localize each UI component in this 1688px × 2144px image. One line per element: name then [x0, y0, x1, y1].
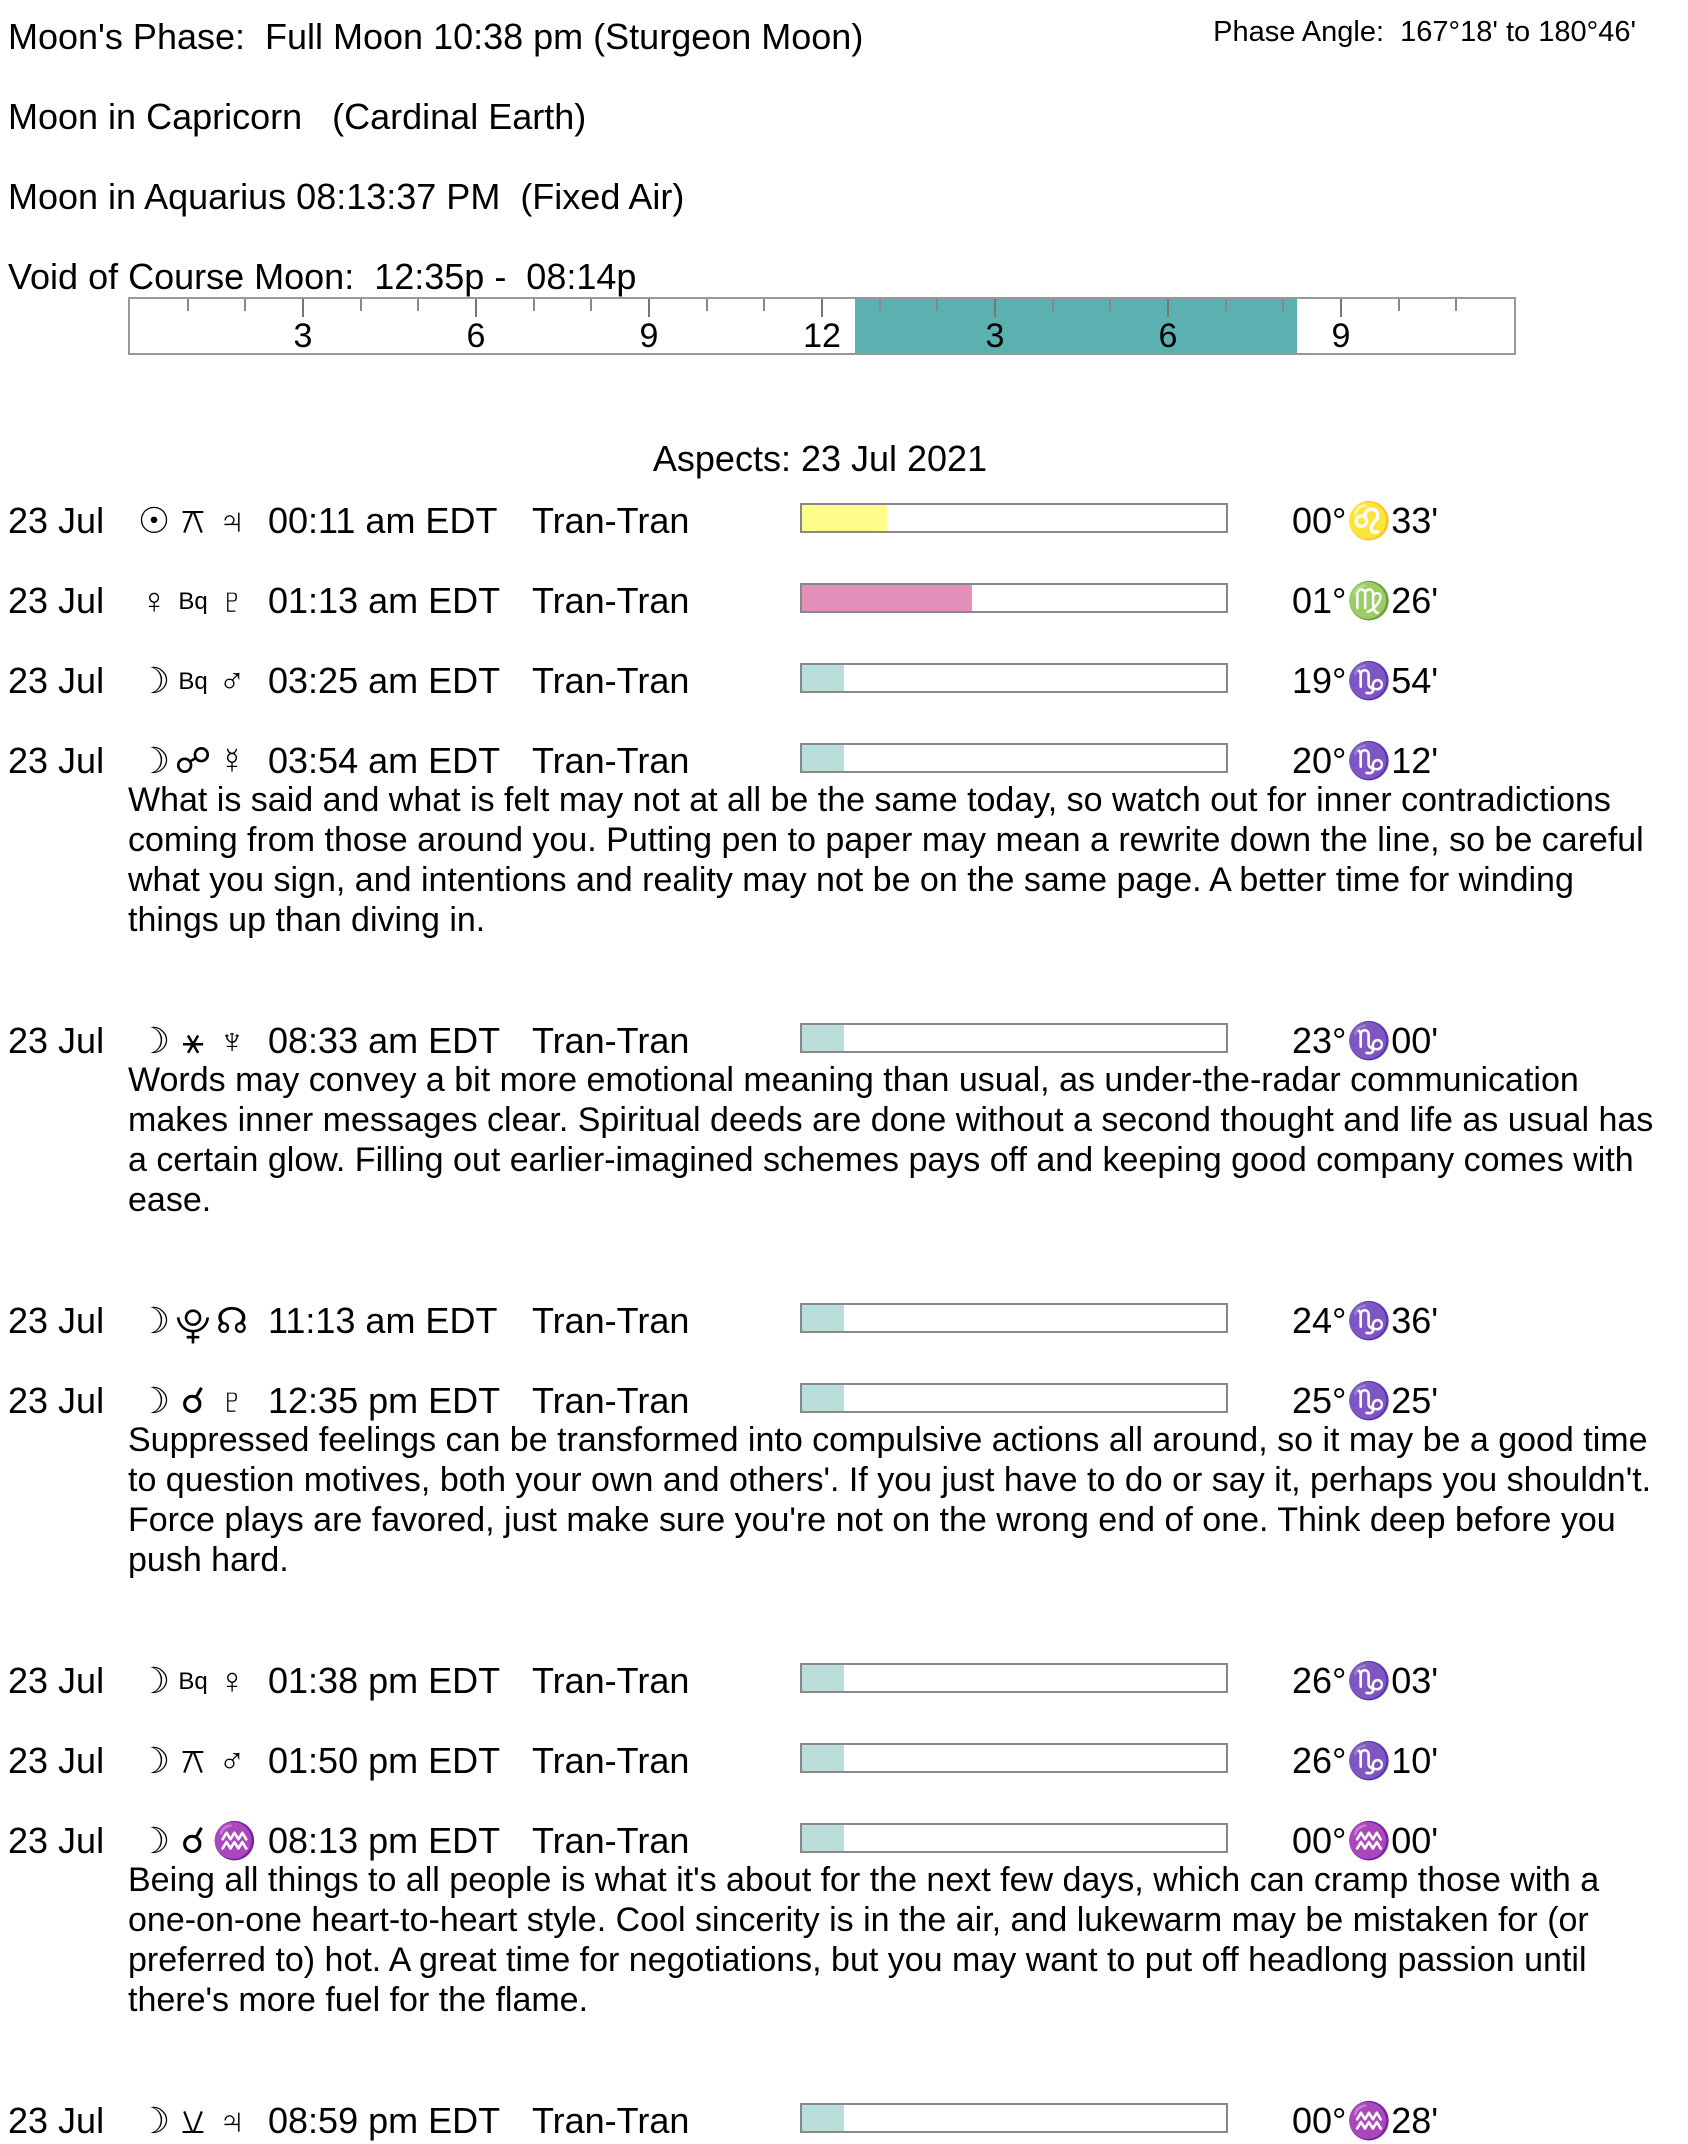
aspect-time: 00:11 am EDT [268, 500, 498, 541]
aspect-time: 11:13 am EDT [268, 1300, 498, 1341]
planet-2-glyph-icon: ♃ [218, 2100, 246, 2141]
aspect-glyph-icon: Bq [178, 668, 208, 695]
timeline-tick [1167, 299, 1169, 317]
aspect-strength-fill [802, 665, 844, 691]
planet-1-glyph-icon: ☽ [137, 740, 171, 781]
aspect-position: 26°♑10' [1292, 1740, 1439, 1781]
timeline-hour-label: 12 [803, 317, 841, 355]
aspect-date: 23 Jul [8, 1820, 105, 1861]
timeline-tick [590, 299, 592, 311]
aspect-glyph-icon: ⚹ [182, 1020, 204, 1061]
aspect-strength-fill [802, 505, 887, 531]
timeline-hour-label: 3 [985, 317, 1005, 355]
aspect-time: 08:59 pm EDT [268, 2100, 501, 2141]
aspect-glyph-icon: ⚺ [181, 2100, 205, 2141]
moon-phase: Moon's Phase: Full Moon 10:38 pm (Sturgeon Moon) [8, 16, 864, 57]
planet-1-glyph-icon: ☽ [137, 2100, 171, 2141]
timeline-tick [244, 299, 246, 311]
aspect-glyph-icon: ☌ [180, 1380, 206, 1421]
aspect-row [0, 660, 1688, 704]
timeline-hour-label: 3 [293, 317, 313, 355]
timeline-tick [936, 299, 938, 311]
aspect-type: Tran-Tran [532, 2100, 690, 2141]
aspect-strength-fill [802, 1825, 844, 1851]
planet-2-glyph-icon: ♆ [218, 1020, 246, 1061]
aspect-type: Tran-Tran [532, 500, 690, 541]
aspect-strength-bar [800, 1663, 1228, 1693]
aspect-glyph-icon: Bq [178, 588, 208, 615]
timeline-tick [994, 299, 996, 317]
aspect-date: 23 Jul [8, 1020, 105, 1061]
aspect-time: 12:35 pm EDT [268, 1380, 501, 1421]
aspect-glyph-icon: ⚻ [181, 500, 205, 541]
aspect-row [0, 1740, 1688, 1784]
aspect-strength-fill [802, 1385, 844, 1411]
aspect-strength-fill [802, 585, 972, 611]
planet-1-glyph-icon: ☉ [137, 500, 171, 541]
timeline-tick [1052, 299, 1054, 311]
aspect-strength-bar [800, 583, 1228, 613]
aspect-position: 20°♑12' [1292, 740, 1439, 781]
aspect-strength-bar [800, 1303, 1228, 1333]
aspect-time: 01:50 pm EDT [268, 1740, 501, 1781]
planet-1-glyph-icon: ♀ [140, 580, 168, 621]
timeline-tick [1340, 299, 1342, 317]
aspect-row [0, 740, 1688, 784]
aspect-row [0, 1300, 1688, 1344]
aspect-strength-bar [800, 1023, 1228, 1053]
aspect-position: 00°♒28' [1292, 2100, 1439, 2141]
planet-2-glyph-icon: ♂ [218, 1740, 246, 1781]
planet-2-glyph-icon: ♒ [212, 1820, 257, 1861]
aspect-time: 03:25 am EDT [268, 660, 501, 701]
timeline-tick [302, 299, 304, 317]
aspect-strength-fill [802, 1305, 844, 1331]
aspect-type: Tran-Tran [532, 1740, 690, 1781]
aspect-glyph-icon: ⯓ [175, 1305, 211, 1346]
aspect-date: 23 Jul [8, 1380, 105, 1421]
aspect-strength-fill [802, 1025, 844, 1051]
aspect-type: Tran-Tran [532, 740, 690, 781]
timeline-tick [360, 299, 362, 311]
aspects-title: Aspects: 23 Jul 2021 [652, 438, 988, 479]
timeline-tick [1455, 299, 1457, 311]
aspect-type: Tran-Tran [532, 580, 690, 621]
aspect-date: 23 Jul [8, 1660, 105, 1701]
planet-2-glyph-icon: ☊ [216, 1300, 248, 1341]
aspect-glyph-icon: ☍ [174, 740, 212, 781]
aspect-glyph-icon: ☌ [180, 1820, 206, 1861]
moon-sign-aquarius: Moon in Aquarius 08:13:37 PM (Fixed Air) [8, 176, 685, 217]
timeline-hour-label: 6 [466, 317, 486, 355]
planet-1-glyph-icon: ☽ [137, 1020, 171, 1061]
planet-1-glyph-icon: ☽ [137, 660, 171, 701]
planet-1-glyph-icon: ☽ [137, 1820, 171, 1861]
aspect-strength-bar [800, 663, 1228, 693]
aspect-strength-fill [802, 2105, 844, 2131]
planet-1-glyph-icon: ☽ [137, 1660, 171, 1701]
planet-1-glyph-icon: ☽ [137, 1380, 171, 1421]
aspect-strength-fill [802, 745, 844, 771]
planet-1-glyph-icon: ☽ [137, 1300, 171, 1341]
aspect-strength-fill [802, 1665, 844, 1691]
timeline-tick [879, 299, 881, 311]
aspect-date: 23 Jul [8, 2100, 105, 2141]
aspect-position: 00°♌33' [1292, 500, 1439, 541]
aspect-position: 25°♑25' [1292, 1380, 1439, 1421]
timeline-tick [1282, 299, 1284, 311]
aspect-time: 01:13 am EDT [268, 580, 501, 621]
aspect-strength-bar [800, 2103, 1228, 2133]
planet-2-glyph-icon: ♀ [218, 1660, 246, 1701]
timeline-hour-label: 9 [1331, 317, 1351, 355]
planet-2-glyph-icon: ♂ [218, 660, 246, 701]
aspect-row [0, 500, 1688, 544]
planet-2-glyph-icon: ♇ [218, 1380, 246, 1421]
aspect-row [0, 1820, 1688, 1864]
aspect-strength-bar [800, 503, 1228, 533]
aspect-time: 08:33 am EDT [268, 1020, 501, 1061]
void-of-course: Void of Course Moon: 12:35p - 08:14p [8, 256, 637, 297]
aspect-position: 01°♍26' [1292, 580, 1439, 621]
planet-2-glyph-icon: ♃ [218, 500, 246, 541]
aspect-strength-fill [802, 1745, 844, 1771]
aspect-row [0, 2100, 1688, 2144]
aspect-description: Words may convey a bit more emotional meaning than usual, as under-the-radar communication makes inner messages clear. Spiritual deeds are done without a second thought and life as usual has a certain glow. Filling out earlier-imagined schemes pays off and keeping good company comes with ease. [128, 1061, 1654, 1219]
aspect-description: Suppressed feelings can be transformed into compulsive actions all around, so it may be a good time to question motives, both your own and others'. If you just have to do or say it, perhaps you shouldn't. Force plays are favored, just make sure you're not on the wrong end of one. Think deep before you push hard. [128, 1421, 1652, 1579]
aspect-strength-bar [800, 1383, 1228, 1413]
timeline-tick [706, 299, 708, 311]
aspect-type: Tran-Tran [532, 1820, 690, 1861]
timeline-tick [533, 299, 535, 311]
planet-2-glyph-icon: ☿ [218, 740, 246, 781]
aspect-type: Tran-Tran [532, 1660, 690, 1701]
phase-angle: Phase Angle: 167°18' to 180°46' [1213, 16, 1636, 48]
aspect-row [0, 1660, 1688, 1704]
aspect-position: 00°♒00' [1292, 1820, 1439, 1861]
aspect-date: 23 Jul [8, 500, 105, 541]
aspect-description: Being all things to all people is what it's about for the next few days, which can cramp those with a one-on-one heart-to-heart style. Cool sincerity is in the air, and lukewarm may be mistaken for (or preferred to) hot. A great time for negotiations, but you may want to put off headlong passion until there's more fuel for the flame. [128, 1861, 1600, 2019]
moon-sign-capricorn: Moon in Capricorn (Cardinal Earth) [8, 96, 587, 137]
planet-1-glyph-icon: ☽ [137, 1740, 171, 1781]
timeline-tick [821, 299, 823, 317]
aspect-date: 23 Jul [8, 660, 105, 701]
aspect-time: 01:38 pm EDT [268, 1660, 501, 1701]
aspect-glyph-icon: Bq [178, 1668, 208, 1695]
aspect-time: 03:54 am EDT [268, 740, 501, 781]
aspect-position: 19°♑54' [1292, 660, 1439, 701]
aspect-strength-bar [800, 743, 1228, 773]
void-of-course-timeline [128, 297, 1516, 355]
timeline-tick [1398, 299, 1400, 311]
timeline-tick [417, 299, 419, 311]
void-of-course-band [855, 299, 1296, 353]
aspect-time: 08:13 pm EDT [268, 1820, 501, 1861]
aspect-description: What is said and what is felt may not at all be the same today, so watch out for inner contradictions coming from those around you. Putting pen to paper may mean a rewrite down the line, so be careful what you sign, and intentions and reality may not be on the same page. A better time for winding things up than diving in. [128, 781, 1644, 939]
aspect-glyph-icon: ⚻ [181, 1740, 205, 1781]
aspect-row [0, 1380, 1688, 1424]
aspect-type: Tran-Tran [532, 1380, 690, 1421]
aspect-position: 23°♑00' [1292, 1020, 1439, 1061]
aspect-date: 23 Jul [8, 1740, 105, 1781]
aspect-strength-bar [800, 1743, 1228, 1773]
aspect-date: 23 Jul [8, 580, 105, 621]
aspect-type: Tran-Tran [532, 660, 690, 701]
timeline-tick [648, 299, 650, 317]
aspect-row [0, 1020, 1688, 1064]
timeline-tick [1109, 299, 1111, 311]
aspect-date: 23 Jul [8, 740, 105, 781]
planet-2-glyph-icon: ♇ [218, 580, 246, 621]
aspect-strength-bar [800, 1823, 1228, 1853]
aspect-type: Tran-Tran [532, 1020, 690, 1061]
timeline-tick [1225, 299, 1227, 311]
aspect-position: 24°♑36' [1292, 1300, 1439, 1341]
aspect-position: 26°♑03' [1292, 1660, 1439, 1701]
aspect-type: Tran-Tran [532, 1300, 690, 1341]
timeline-hour-label: 6 [1158, 317, 1178, 355]
aspect-row [0, 580, 1688, 624]
timeline-hour-label: 9 [639, 317, 659, 355]
timeline-tick [475, 299, 477, 317]
aspect-date: 23 Jul [8, 1300, 105, 1341]
timeline-tick [763, 299, 765, 311]
timeline-tick [187, 299, 189, 311]
